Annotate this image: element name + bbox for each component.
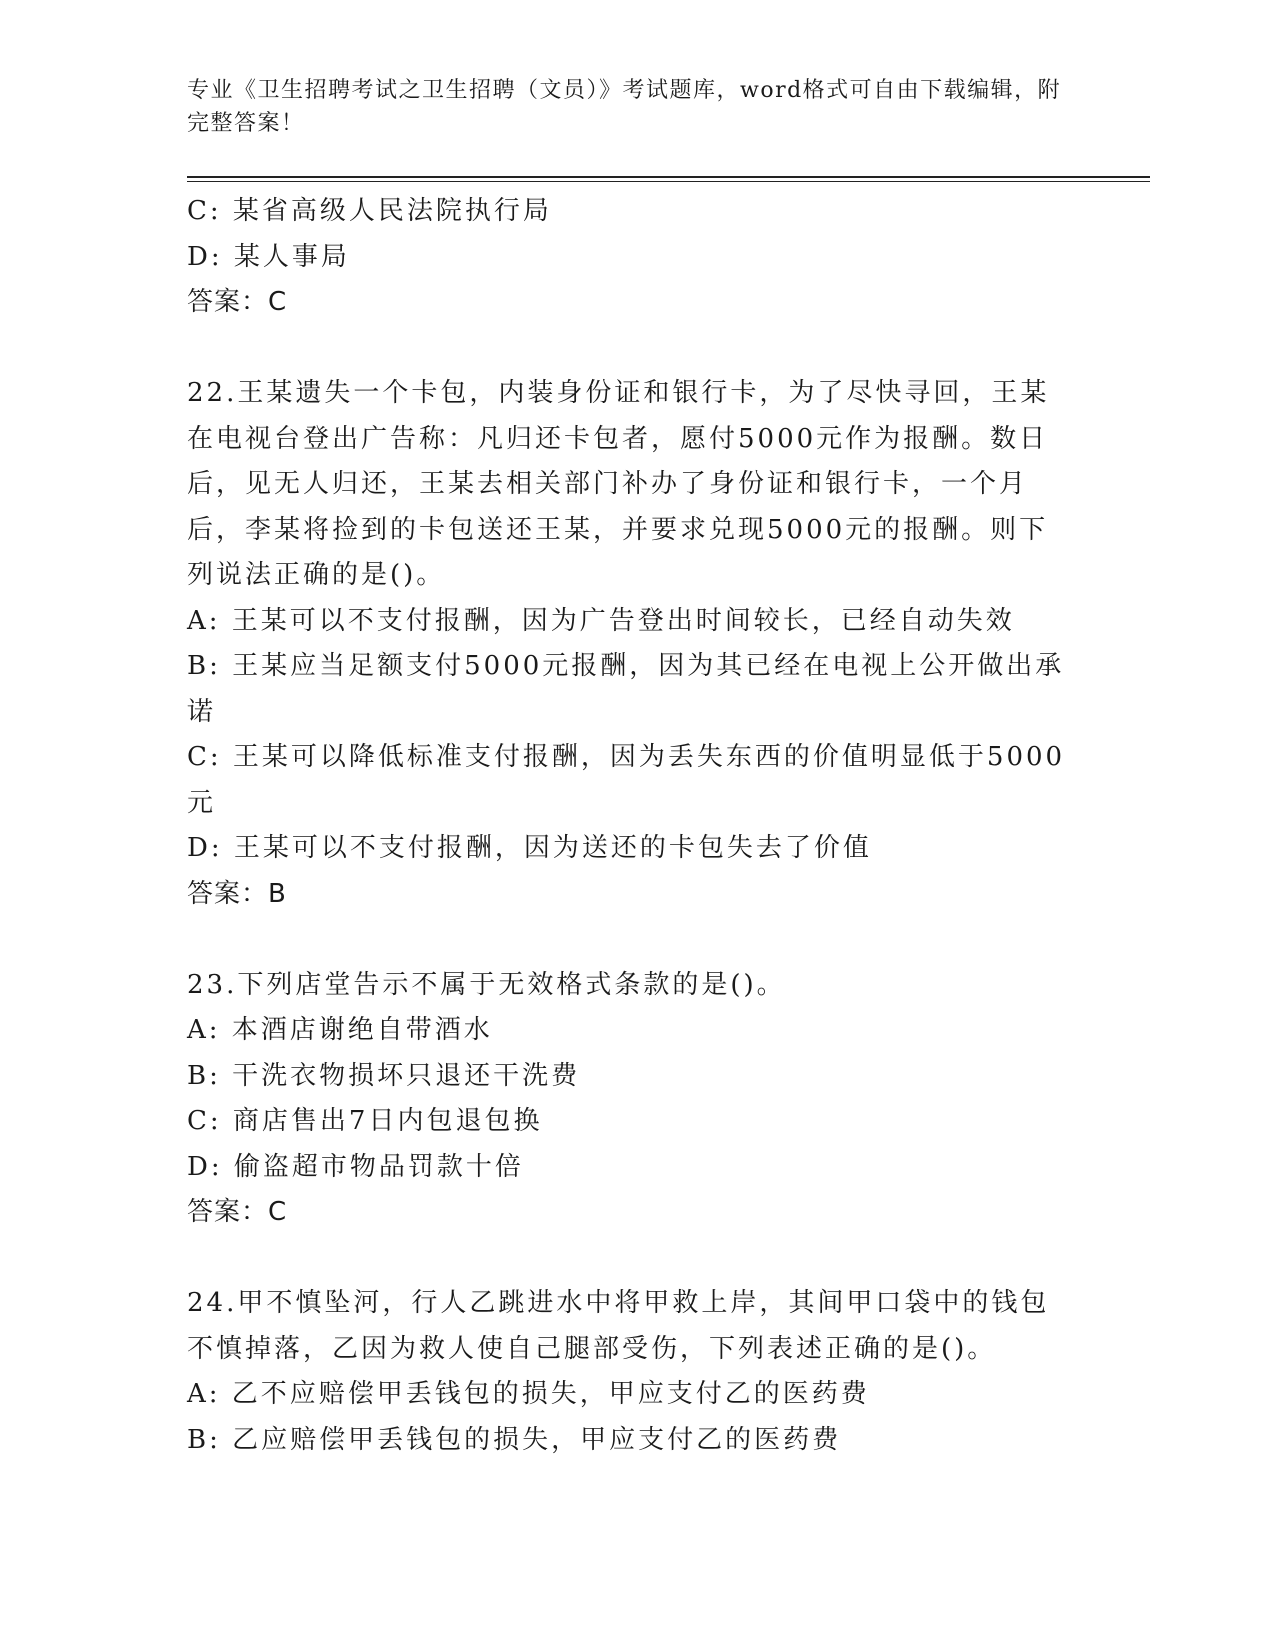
answer: 答案：C	[187, 287, 288, 317]
header-rule-thin	[187, 181, 1150, 182]
option-a: A: 乙不应赔偿甲丢钱包的损失，甲应支付乙的医药费	[187, 1379, 870, 1409]
option-a: A: 本酒店谢绝自带酒水	[187, 1015, 493, 1045]
document-header	[187, 74, 1067, 140]
option-b: B: 乙应赔偿甲丢钱包的损失，甲应支付乙的医药费	[187, 1424, 842, 1455]
spacer	[187, 1236, 1077, 1282]
option-d: D: 偷盗超市物品罚款十倍	[187, 1151, 524, 1182]
spacer	[187, 326, 1077, 372]
header-rule-thick	[187, 176, 1150, 178]
option-d: D: 王某可以不支付报酬，因为送还的卡包失去了价值	[187, 833, 872, 863]
answer: 答案：B	[187, 878, 287, 909]
option-d: D: 某人事局	[187, 241, 350, 272]
option-c: C: 商店售出7日内包退包换	[187, 1106, 543, 1136]
option-c: C: 王某可以降低标准支付报酬，因为丢失东西的价值明显低于5000元	[187, 742, 1066, 818]
option-b: B: 干洗衣物损坏只退还干洗费	[187, 1060, 581, 1091]
spacer	[187, 917, 1077, 963]
header-title: 专业《卫生招聘考试之卫生招聘（文员）》考试题库，word格式可自由下载编辑，附完整答案！	[187, 78, 1062, 136]
question-22: 22.王某遗失一个卡包，内装身份证和银行卡，为了尽快寻回，王某在电视台登出广告称：凡归还卡包者，愿付5000元作为报酬。数日后，见无人归还，王某去相关部门补办了身份证和银行卡，一个月后，李某将捡到的卡包送还王某，并要求兑现5000元的报酬。则下列说法正确的是()。	[187, 378, 1050, 590]
question-23: 23.下列店堂告示不属于无效格式条款的是()。	[187, 969, 786, 1000]
option-c: C: 某省高级人民法院执行局	[187, 196, 552, 226]
option-b: B: 王某应当足额支付5000元报酬，因为其已经在电视上公开做出承诺	[187, 651, 1065, 727]
answer: 答案：C	[187, 1197, 288, 1227]
document-body	[187, 189, 1077, 1463]
question-24: 24.甲不慎坠河，行人乙跳进水中将甲救上岸，其间甲口袋中的钱包不慎掉落，乙因为救人使自己腿部受伤，下列表述正确的是()。	[187, 1288, 1050, 1364]
option-a: A: 王某可以不支付报酬，因为广告登出时间较长，已经自动失效	[187, 605, 1015, 636]
